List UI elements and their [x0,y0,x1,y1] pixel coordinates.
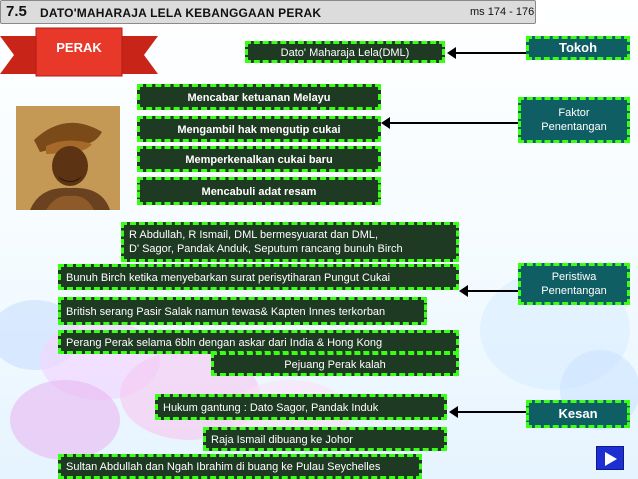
faktor-item-3-text: Memperkenalkan cukai baru [185,154,333,166]
faktor-label-box [518,97,630,143]
kesan-label: Kesan [558,406,598,421]
kesan-item-1 [155,394,447,420]
kesan-item-2 [203,427,447,451]
faktor-item-1-text: Mencabar ketuanan Melayu [187,92,331,104]
faktor-item-4-text: Mencabuli adat resam [201,186,317,198]
peristiwa-item-2 [58,297,427,325]
peristiwa-item-1 [58,264,459,290]
meeting-line1: R Abdullah, R Ismail, DML bermesyuarat dan DML, [129,229,379,241]
warrior-portrait-image [16,106,120,210]
kesan-item-3 [58,454,422,479]
arrow-left-icon [389,122,521,124]
peristiwa-item-2-text: British serang Pasir Salak namun tewas& Kapten Innes terkorban [66,306,386,318]
peristiwa-label-box [518,263,630,305]
peristiwa-item-1-text: Bunuh Birch ketika menyebarkan surat perisytiharan Pungut Cukai [66,272,391,284]
peristiwa-item-3-text: Perang Perak selama 6bln dengan askar dari India & Hong Kong [66,337,383,349]
faktor-item-1 [137,84,381,110]
banner-label: PERAK [56,40,102,55]
faktor-label-line1: Faktor [558,107,590,119]
page-reference: ms 174 - 176 [470,6,535,18]
peristiwa-label-line1: Peristiwa [551,271,597,283]
faktor-item-4 [137,177,381,205]
tokoh-label-box [526,36,630,60]
faktor-item-2-text: Mengambil hak mengutip cukai [177,124,341,136]
faktor-item-3 [137,146,381,172]
defeat-box [211,352,459,376]
arrow-left-icon [457,411,527,413]
kesan-item-2-text: Raja Ismail dibuang ke Johor [211,434,353,446]
kesan-item-3-text: Sultan Abdullah dan Ngah Ibrahim di buang ke Pulau Seychelles [66,461,381,473]
kesan-label-box [526,400,630,428]
meeting-box [121,222,459,262]
page-title: DATO'MAHARAJA LELA KEBANGGAAN PERAK [40,6,322,20]
peristiwa-item-3 [58,330,459,354]
tokoh-value-box [245,41,445,63]
faktor-label-line2: Penentangan [541,121,607,133]
peristiwa-label-line2: Penentangan [541,285,607,297]
kesan-item-1-text: Hukum gantung : Dato Sagor, Pandak Induk [163,402,379,414]
arrow-left-icon [467,290,521,292]
tokoh-label: Tokoh [558,40,598,55]
section-number: 7.5 [6,3,27,20]
tokoh-value: Dato' Maharaja Lela(DML) [280,47,410,59]
play-triangle-icon [597,447,625,471]
next-slide-button[interactable] [596,446,624,470]
meeting-line2: D' Sagor, Pandak Anduk, Seputum rancang bunuh Birch [129,243,403,255]
defeat-text: Pejuang Perak kalah [284,359,386,371]
arrow-left-icon [455,52,527,54]
faktor-item-2 [137,116,381,142]
